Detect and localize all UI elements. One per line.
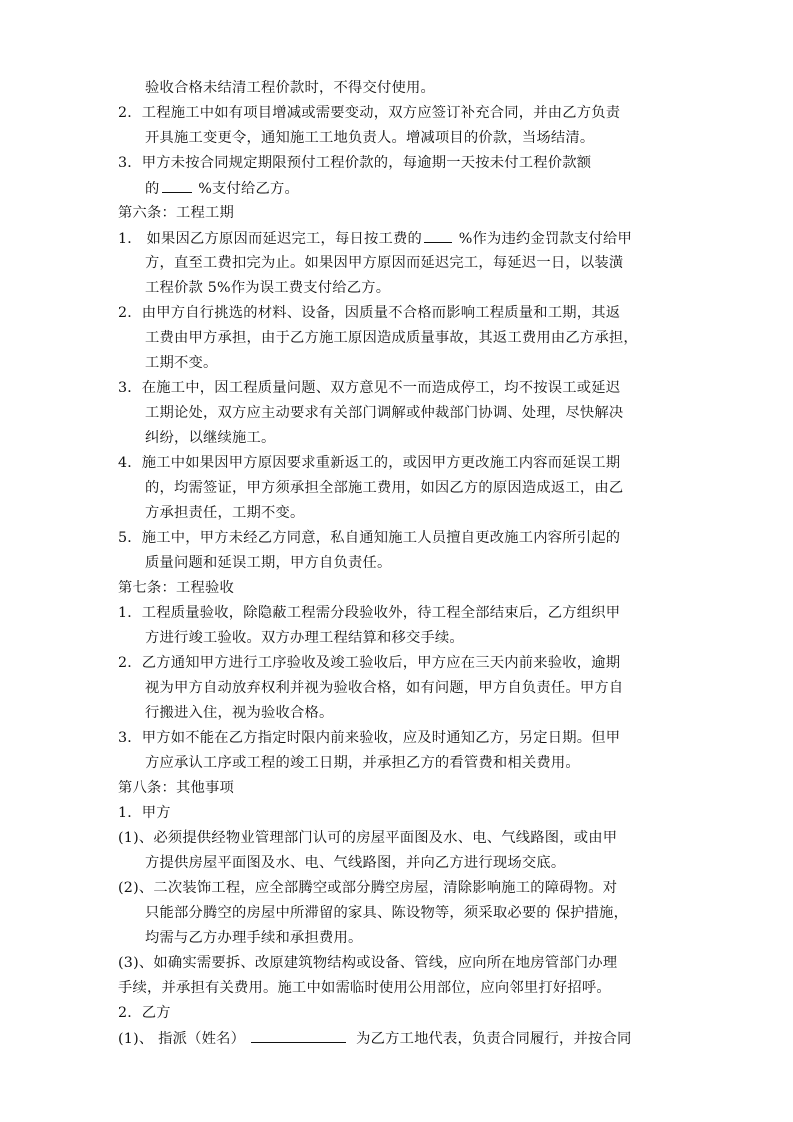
- text-line: 1．工程质量验收，除隐蔽工程需分段验收外，待工程全部结束后，乙方组织甲: [118, 605, 621, 621]
- text-line: 3．甲方未按合同规定期限预付工程价款的，每逾期一天按未付工程价款额: [118, 155, 592, 171]
- text-segment: 1． 如果因乙方原因而延迟完工，每日按工费的: [118, 231, 422, 247]
- text-segment: 为乙方工地代表，负责合同履行，并按合同: [356, 1031, 632, 1047]
- text-segment: %作为违约金罚款支付给甲: [458, 231, 632, 247]
- text-line: 5．施工中，甲方未经乙方同意，私自通知施工人员擅自更改施工内容所引起的: [118, 530, 621, 546]
- text-line: 4．施工中如果因甲方原因要求重新返工的，或因甲方更改施工内容而延误工期: [118, 455, 621, 471]
- section-heading: 第八条：其他事项: [118, 780, 234, 796]
- text-line: 手续，并承担有关费用。施工中如需临时使用公用部位，应向邻里打好招呼。: [118, 980, 611, 996]
- fill-blank: [251, 1028, 346, 1043]
- text-line: [118, 1028, 632, 1049]
- text-segment: (1)、 指派（姓名）: [118, 1031, 246, 1047]
- text-line: 方应承认工序或工程的竣工日期，并承担乙方的看管费和相关费用。: [145, 755, 580, 771]
- section-heading: 第七条：工程验收: [118, 580, 234, 596]
- text-line: (1)、必须提供经物业管理部门认可的房屋平面图及水、电、气线路图，或由甲: [118, 830, 618, 846]
- text-line: 工期论处，双方应主动要求有关部门调解或仲裁部门协调、处理，尽快解决: [145, 405, 624, 421]
- text-line: 方，直至工费扣完为止。如果因甲方原因而延迟完工，每延迟一日，以装潢: [145, 255, 624, 271]
- text-line: 开具施工变更令，通知施工工地负责人。增减项目的价款，当场结清。: [145, 130, 595, 146]
- fill-blank: [424, 228, 452, 243]
- text-line: (3)、如确实需要拆、改原建筑物结构或设备、管线，应向所在地房管部门办理: [118, 955, 618, 971]
- text-line: 2．由甲方自行挑选的材料、设备，因质量不合格而影响工程质量和工期，其返: [118, 305, 621, 321]
- text-line: 均需与乙方办理手续和承担费用。: [145, 930, 363, 946]
- text-line: 2．乙方通知甲方进行工序验收及竣工验收后，甲方应在三天内前来验收，逾期: [118, 655, 621, 671]
- text-line: 工程价款 5%作为误工费支付给乙方。: [145, 280, 391, 296]
- text-line: 行搬进入住，视为验收合格。: [145, 705, 334, 721]
- text-line: 质量问题和延误工期，甲方自负责任。: [145, 555, 392, 571]
- text-line: 工费由甲方承担，由于乙方施工原因造成质量事故，其返工费用由乙方承担，: [145, 330, 638, 346]
- text-line: 1．甲方: [118, 805, 171, 821]
- text-line: 方提供房屋平面图及水、电、气线路图，并向乙方进行现场交底。: [145, 855, 566, 871]
- text-line: (2)、二次装饰工程，应全部腾空或部分腾空房屋，清除影响施工的障碍物。对: [118, 880, 618, 896]
- text-line: 的，均需签证，甲方须承担全部施工费用，如因乙方的原因造成返工，由乙: [145, 480, 624, 496]
- text-line: 3．在施工中，因工程质量问题、双方意见不一而造成停工，均不按误工或延迟: [118, 380, 621, 396]
- text-segment: %支付给乙方。: [198, 181, 300, 197]
- text-line: 2．乙方: [118, 1005, 171, 1021]
- text-line: 方承担责任，工期不变。: [145, 505, 305, 521]
- fill-blank: [162, 178, 192, 193]
- text-segment: 的: [145, 181, 160, 197]
- text-line: 2．工程施工中如有项目增减或需要变动，双方应签订补充合同，并由乙方负责: [118, 105, 621, 121]
- text-line: 3．甲方如不能在乙方指定时限内前来验收，应及时通知乙方，另定日期。但甲: [118, 730, 621, 746]
- section-heading: 第六条：工程工期: [118, 205, 234, 221]
- text-line: 工期不变。: [145, 355, 218, 371]
- text-line: 验收合格未结清工程价款时，不得交付使用。: [145, 80, 435, 96]
- text-line: [118, 228, 632, 249]
- text-line: 纠纷，以继续施工。: [145, 430, 276, 446]
- text-line: [145, 178, 299, 199]
- text-line: 只能部分腾空的房屋中所滞留的家具、陈设物等，须采取必要的 保护措施，: [145, 905, 629, 921]
- text-line: 视为甲方自动放弃权利并视为验收合格，如有问题，甲方自负责任。甲方自: [145, 680, 624, 696]
- text-line: 方进行竣工验收。双方办理工程结算和移交手续。: [145, 630, 464, 646]
